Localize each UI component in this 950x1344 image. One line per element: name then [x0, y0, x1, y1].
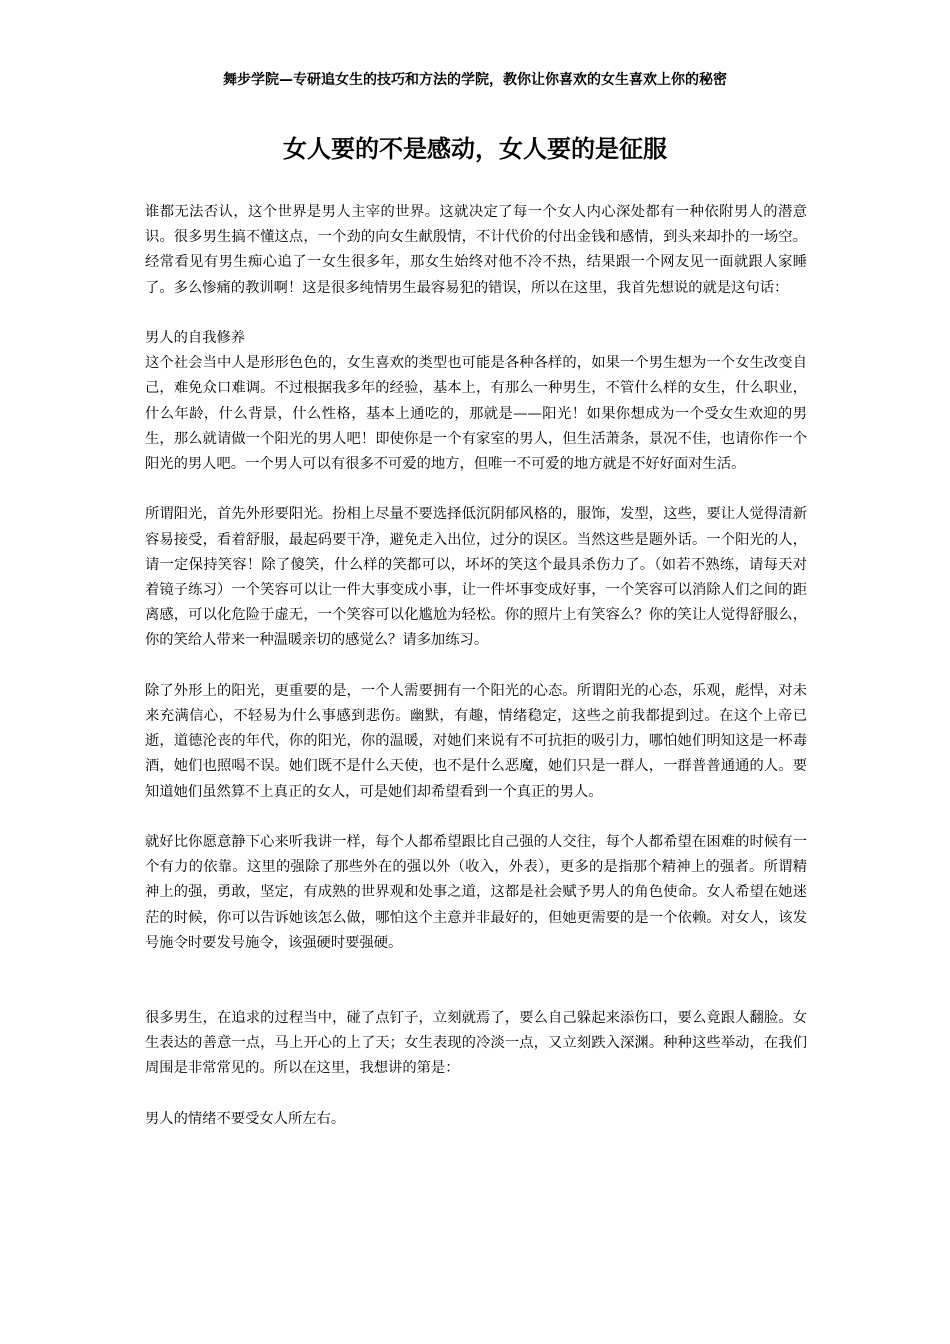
page-header: 舞步学院—专研追女生的技巧和方法的学院，教你让你喜欢的女生喜欢上你的秘密: [223, 72, 727, 88]
section-heading-self-cultivation: 男人的自我修养: [145, 330, 246, 346]
article-body: [145, 200, 807, 1132]
section-heading-emotions: 男人的情绪不要受女人所左右。: [145, 1110, 346, 1127]
paragraph-intro: 谁都无法否认，这个世界是男人主宰的世界。这就决定了每一个女人内心深处都有一种依附男人的潜意识。很多男生搞不懂这点，一个劲的向女生献殷情，不计代价的付出金钱和感情，到头来却扑的一场空。经常看见有男生痴心追了一女生很多年，那女生始终对他不冷不热，结果跟一个网友见一面就跟人家睡了。多么惨痛的教训啊！这是很多纯情男生最容易犯的错误，所以在这里，我首先想说的就是这句话：: [145, 204, 807, 296]
paragraph-strength: 就好比你愿意静下心来听我讲一样，每个人都希望跟比自己强的人交往，每个人都希望在困难的时候有一个有力的依靠。这里的强除了那些外在的强以外（收入，外表），更多的是指那个精神上的强者。所谓精神上的强，勇敢，坚定，有成熟的世界观和处事之道，这都是社会赋予男人的角色使命。女人希望在她迷茫的时候，你可以告诉她该怎么做，哪怕这个主意并非最好的，但她更需要的是一个依赖。对女人，该发号施令时要发号施令，该强硬时要强硬。: [145, 834, 807, 951]
paragraph-sunshine-mindset: 除了外形上的阳光，更重要的是，一个人需要拥有一个阳光的心态。所谓阳光的心态，乐观，彪悍，对未来充满信心，不轻易为什么事感到悲伤。幽默，有趣，情绪稳定，这些之前我都提到过。在这个上帝已逝，道德沦丧的年代，你的阳光，你的温暖，对她们来说有不可抗拒的吸引力，哪怕她们明知这是一杯毒酒，她们也照喝不误。她们既不是什么天使，也不是什么恶魔，她们只是一群人，一群普普通通的人。要知道她们虽然算不上真正的女人，可是她们却希望看到一个真正的男人。: [145, 682, 807, 800]
paragraph-sunshine-type: 这个社会当中人是形形色色的，女生喜欢的类型也可能是各种各样的，如果一个男生想为一个女生改变自己，难免众口难调。不过根据我多年的经验，基本上，有那么一种男生，不管什么样的女生，什么职业，什么年龄，什么背景，什么性格，基本上通吃的，那就是——阳光！如果你想成为一个受女生欢迎的男生，那么就请做一个阳光的男人吧！即使你是一个有家室的男人，但生活萧条，景况不佳，也请你作一个阳光的男人吧。一个男人可以有很多不可爱的地方，但唯一不可爱的地方就是不好好面对生活。: [145, 355, 807, 473]
paragraph-emotions: 很多男生，在追求的过程当中，碰了点钉子，立刻就焉了，要么自己躲起来添伤口，要么竟跟人翻脸。女生表达的善意一点，马上开心的上了天；女生表现的冷淡一点，又立刻跌入深渊。种种这些举动，在我们周围是非常常见的。所以在这里，我想讲的第是：: [145, 1010, 807, 1077]
article-title: 女人要的不是感动，女人要的是征服: [283, 135, 667, 163]
paragraph-sunshine-appearance: 所谓阳光，首先外形要阳光。扮相上尽量不要选择低沉阴郁风格的，服饰，发型，这些，要让人觉得清新容易接受，看着舒服，最起码要干净，避免走入出位，过分的误区。当然这些是题外话。一个阳光的人，请一定保持笑容！除了傻笑，什么样的笑都可以，坏坏的笑这个最具杀伤力了。（如若不熟练，请每天对着镜子练习）一个笑容可以让一件大事变成小事，让一件坏事变成好事，一个笑容可以消除人们之间的距离感，可以化危险于虚无，一个笑容可以化尴尬为轻松。你的照片上有笑容么？你的笑让人觉得舒服么，你的笑给人带来一种温暖亲切的感觉么？请多加练习。: [145, 506, 807, 649]
